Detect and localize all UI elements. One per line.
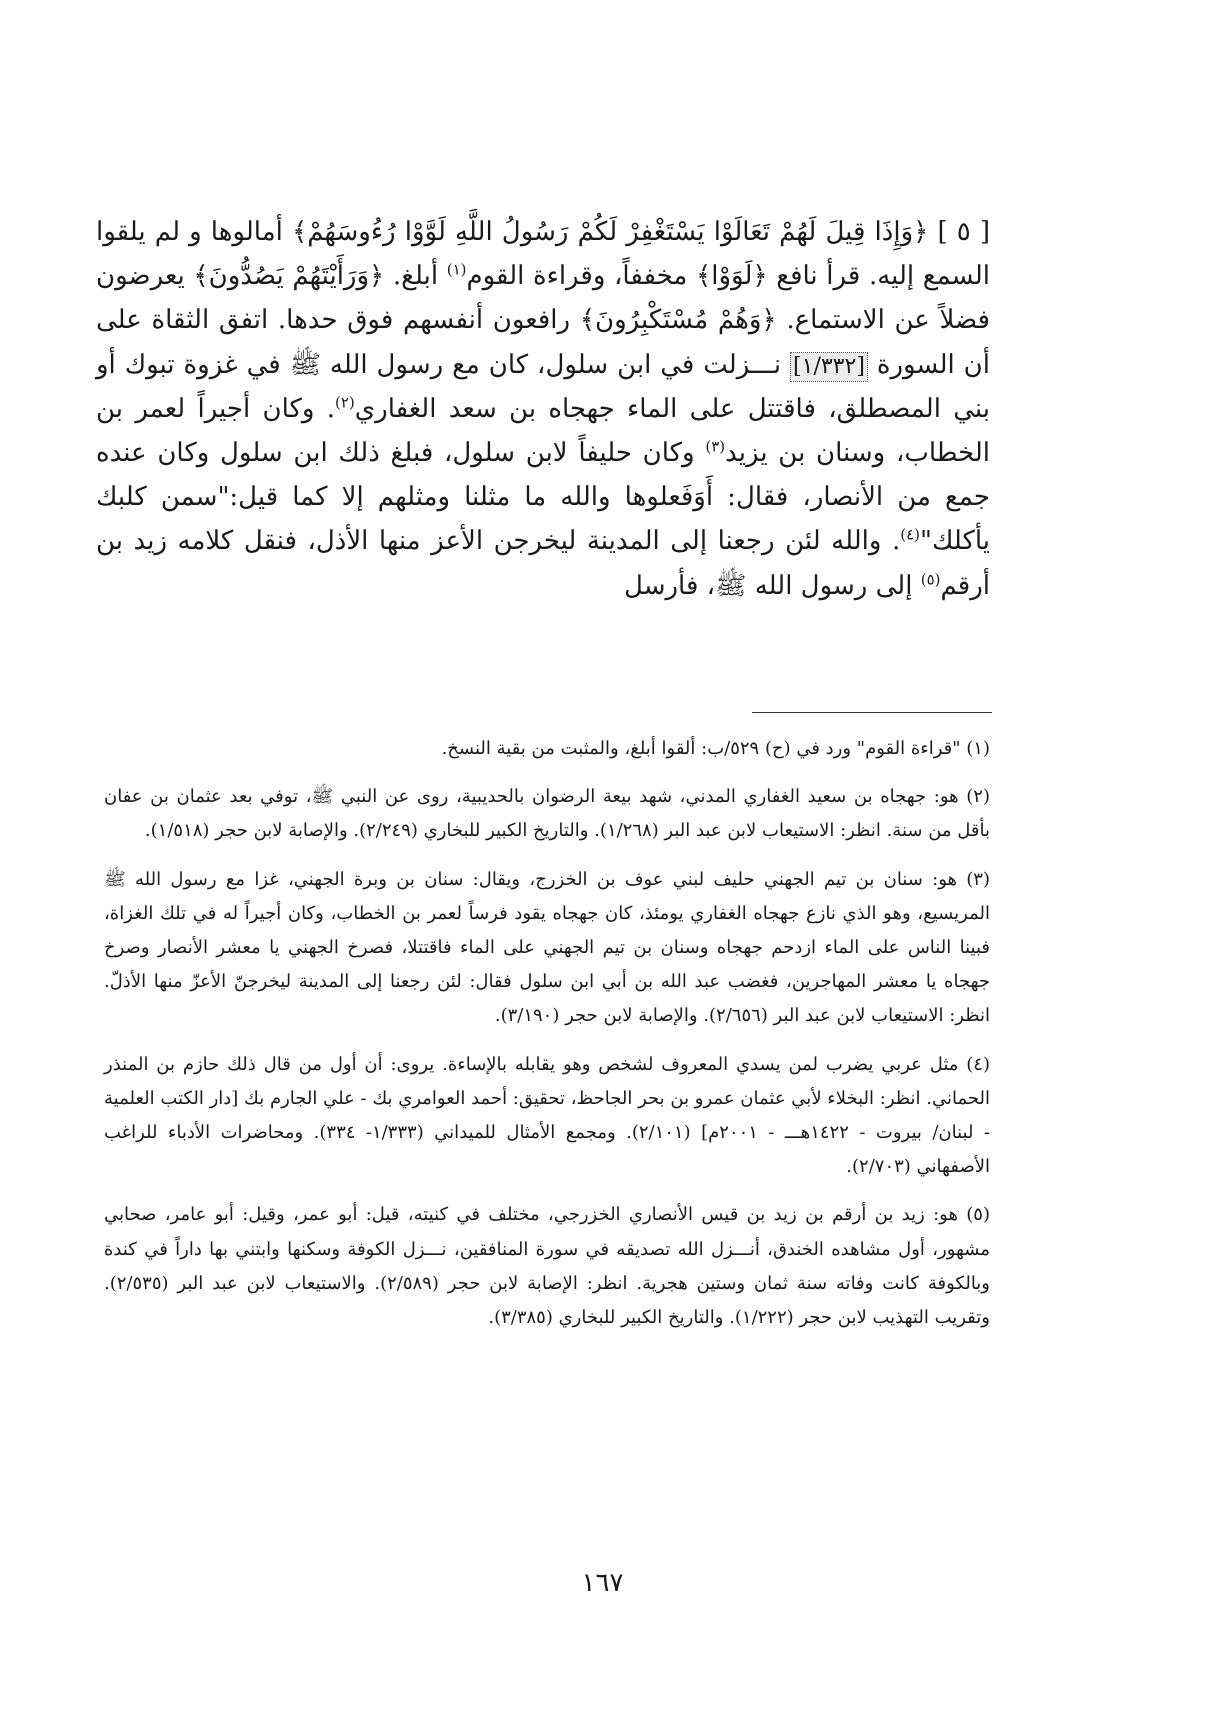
text-segment: نـــزلت في ابن سلول، كان مع رسول الله ﷺ في غزوة تبوك أو بني المصطلق، فاقتتل على الماء جهجاه بن سعد الغفاري [96, 349, 990, 424]
footnote-2: (٢) هو: جهجاه بن سعيد الغفاري المدني، شهد بيعة الرضوان بالحديبية، روى عن النبي ﷺ، توفي بعد عثمان بن عفان بأقل من سنة. انظر: الاستيعاب لابن عبد البر (١/٢٦٨). والتاريخ الكبير للبخاري (٢/٢٤٩). والإصابة لابن حجر (١/٥١٨). [104, 786, 990, 842]
footnote-5: (٥) هو: زيد بن أرقم بن زيد بن قيس الأنصاري الخزرجي، مختلف في كنيته، قيل: أبو عمر، وقيل: أبو عامر، صحابي مشهور، أول مشاهده الخندق، أنـــزل الله تصديقه في سورة المنافقين، نـــزل الكوفة وسكنها وابتني بها داراً في كندة وبالكوفة كانت وفاته سنة ثمان وستين هجرية. انظر: الإصابة لابن حجر (٢/٥٨٩). والاستيعاب لابن عبد البر (٢/٥٣٥). وتقريب التهذيب لابن حجر (١/٢٢٢). والتاريخ الكبير للبخاري (٣/٣٨٥). [104, 1204, 991, 1329]
verse-number: [ ٥ ] [937, 217, 990, 247]
page-number: ١٦٧ [581, 1568, 624, 1598]
footnote-3: (٣) هو: سنان بن تيم الجهني حليف لبني عوف بن الخزرج، ويقال: سنان بن وبرة الجهني، غزا مع رسول الله ﷺ المريسيع، وهو الذي نازع جهجاه الغفاري يومئذ، كان جهجاه يقود فرساً لعمر بن الخطاب، وكان أجيراً له في تلك الغزاة، فبينا الناس على الماء ازدحم جهجاه وسنان بن تيم الجهني على الماء فاقتتلا، فصرخ الجهني يا معشر الأنصار وصرخ جهجاه يا معشر المهاجرين، فغضب عبد الله بن أبي ابن سلول فقال: لئن رجعنا إلى المدينة ليخرجنّ الأعزّ منها الأذلّ. انظر: الاستيعاب لابن عبد البر (٢/٦٥٦). والإصابة لابن حجر (٣/١٩٠). [104, 868, 990, 1027]
text-segment: . وكان أجيراً لعمر بن الخطاب، وسنان بن يزيد [96, 393, 990, 469]
footnote-4: (٤) مثل عربي يضرب لمن يسدي المعروف لشخص وهو يقابله بالإساءة. يروى: أن أول من قال ذلك حازم بن المنذر الحماني. انظر: البخلاء لأبي عثمان عمرو بن بحر الجاحظ، تحقيق: أحمد العوامري بك - علي الجارم بك [دار الكتب العلمية - لبنان/ بيروت - ١٤٢٢هـــ - ٢٠٠١م] (٢/١٠١). ومجمع الأمثال للميداني (١/٣٣٣- ٣٣٤). ومحاضرات الأدباء للراغب الأصفهاني (٢/٧٠٣). [104, 1053, 990, 1178]
manuscript-folio-ref: [١/٣٣٢] [790, 352, 868, 382]
footnote-ref-5: (٥) [920, 569, 941, 588]
footnote-ref-2: (٢) [335, 393, 355, 412]
footnote-1: (١) "قراءة القوم" ورد في (ح) ٥٢٩/ب: ألقوا أبلغ، والمثبت من بقية النسخ. [441, 738, 990, 759]
footnote-ref-4: (٤) [900, 525, 920, 544]
text-segment: إلى رسول الله ﷺ، فأرسل [624, 570, 921, 601]
main-paragraph [96, 210, 990, 608]
footnotes-block [104, 732, 990, 1349]
footnote-separator [752, 712, 992, 713]
text-segment: أبلغ. ﴿وَرَأَيْتَهُمْ يَصُدُّونَ﴾ يعرضون فضلاً عن الاستماع. ﴿وَهُمْ مُسْتَكْبِرُونَ﴾ رافعون أنفسهم فوق حدها. اتفق الثقاة على أن السورة [96, 261, 990, 380]
text-segment: ﴿وَإِذَا قِيلَ لَهُمْ تَعَالَوْا يَسْتَغْفِرْ لَكُمْ رَسُولُ اللَّهِ لَوَّوْا رُءُوسَهُمْ﴾ أمالوها و لم يلقوا السمع إليه. قرأ نافع ﴿لَوَوْا﴾ مخففاً، وقراءة القوم [96, 217, 990, 292]
footnote-ref-1: (١) [446, 260, 467, 279]
main-text-block [96, 210, 990, 608]
text-segment: . والله لئن رجعنا إلى المدينة ليخرجن الأعز منها الأذل، فنقل كلامه زيد بن أرقم [96, 526, 990, 601]
text-segment: وكان حليفاً لابن سلول، فبلغ ذلك ابن سلول وكان عنده جمع من الأنصار، فقال: أَوَفَعلوها والله ما مثلنا ومثلهم إلا كما قيل:"سمن كلبك يأكلك" [96, 438, 990, 557]
footnote-ref-3: (٣) [705, 437, 726, 456]
